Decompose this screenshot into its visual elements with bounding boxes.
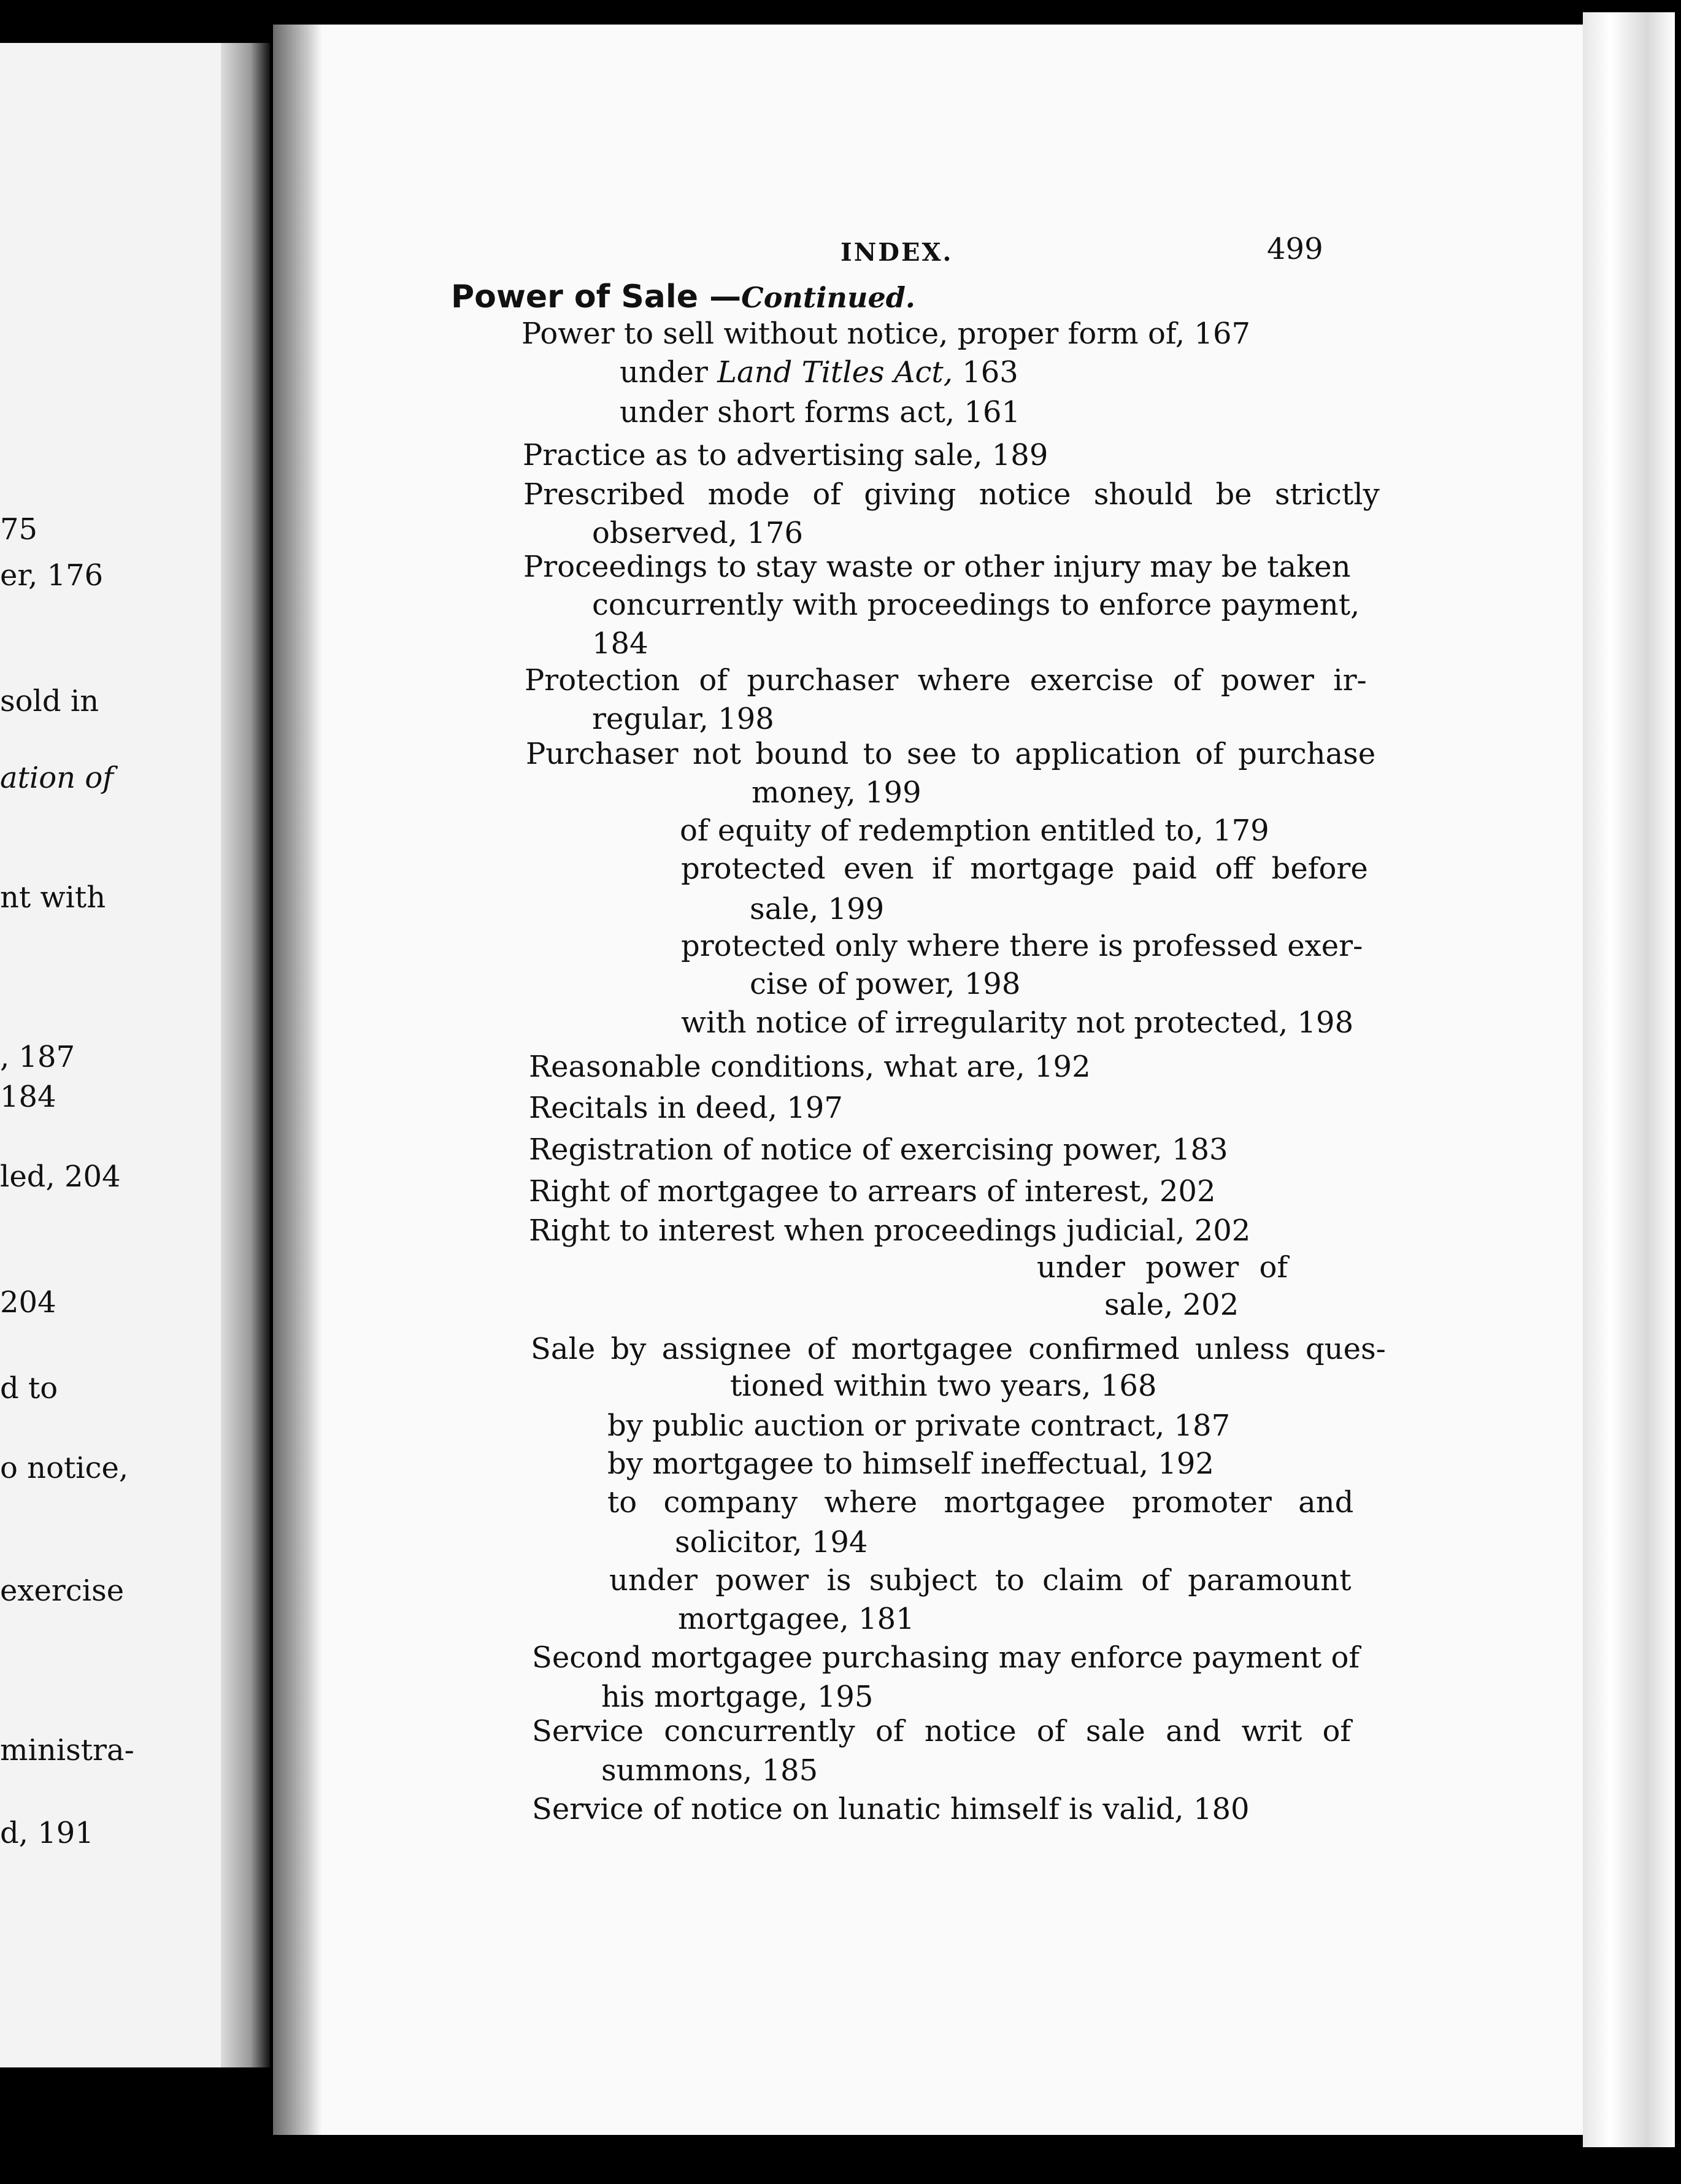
- index-entry-continuation: mortgagee, 181: [678, 1602, 915, 1636]
- facing-page-fragment: 184: [0, 1080, 56, 1114]
- book-gutter: [221, 43, 270, 2067]
- facing-page-fragment: d to: [0, 1371, 58, 1405]
- facing-page-fragment: exercise: [0, 1574, 125, 1608]
- facing-page-fragment: er, 176: [0, 558, 104, 593]
- index-entry: Proceedings to stay waste or other injury may be taken: [523, 550, 1351, 584]
- index-entry: Second mortgagee purchasing may enforce payment of: [532, 1640, 1360, 1675]
- index-subentry: under power of: [1037, 1250, 1288, 1285]
- index-entry-continuation: solicitor, 194: [675, 1525, 868, 1559]
- section-continued: Continued.: [741, 281, 915, 314]
- section-heading: [451, 281, 915, 313]
- index-entry: Service of notice on lunatic himself is valid, 180: [532, 1792, 1250, 1826]
- index-entry-continuation: money, 199: [752, 775, 921, 810]
- section-dash: —: [698, 279, 742, 315]
- index-entry-continuation: sale, 199: [750, 892, 885, 926]
- facing-page-fragment: ministra-: [0, 1733, 134, 1767]
- index-subentry: protected only where there is professed exer-: [681, 929, 1363, 963]
- index-subentry: under power is subject to claim of paramount: [609, 1563, 1352, 1598]
- facing-page-fragment: o notice,: [0, 1451, 129, 1485]
- facing-page-fragment: , 187: [0, 1040, 75, 1074]
- entry-text: under: [620, 355, 718, 390]
- index-entry: Prescribed mode of giving notice should be strictly: [523, 477, 1380, 512]
- index-entry-continuation: 184: [592, 626, 648, 661]
- section-title: Power of Sale: [451, 279, 698, 315]
- facing-page-fragment: nt with: [0, 880, 106, 915]
- index-subentry: to company where mortgagee promoter and: [607, 1485, 1354, 1520]
- facing-page-fragment: sold in: [0, 684, 99, 718]
- index-entry: Right of mortgagee to arrears of interest, 202: [529, 1174, 1216, 1209]
- facing-page-fragment: led, 204: [0, 1159, 121, 1194]
- index-subentry: under short forms act, 161: [620, 395, 1021, 429]
- index-entry-continuation: sale, 202: [1104, 1288, 1239, 1322]
- page-edge: [1583, 12, 1675, 2147]
- index-entry: Practice as to advertising sale, 189: [523, 438, 1048, 472]
- facing-page: [0, 43, 239, 2067]
- index-entry: Recitals in deed, 197: [529, 1091, 843, 1125]
- index-entry-continuation: observed, 176: [592, 516, 803, 550]
- index-entry-continuation: cise of power, 198: [750, 967, 1021, 1001]
- entry-italic-title: Land Titles Act,: [717, 355, 953, 390]
- index-subentry: [620, 355, 1018, 390]
- running-header: INDEX.: [840, 238, 953, 267]
- index-entry: Protection of purchaser where exercise of power ir-: [525, 663, 1367, 698]
- index-subentry: protected even if mortgage paid off before: [681, 852, 1368, 886]
- index-entry: Registration of notice of exercising power, 183: [529, 1132, 1228, 1167]
- index-entry: Right to interest when proceedings judicial, 202: [529, 1213, 1251, 1248]
- index-entry-continuation: regular, 198: [592, 702, 774, 736]
- index-entry: Power to sell without notice, proper form of, 167: [521, 317, 1251, 351]
- index-entry-continuation: tioned within two years, 168: [730, 1369, 1157, 1403]
- facing-page-fragment: 204: [0, 1285, 56, 1320]
- index-entry: Service concurrently of notice of sale and writ of: [532, 1714, 1352, 1748]
- index-entry: Purchaser not bound to see to application of purchase: [526, 737, 1376, 771]
- index-subentry: of equity of redemption entitled to, 179: [680, 813, 1269, 848]
- index-entry-continuation: his mortgage, 195: [601, 1680, 874, 1714]
- facing-page-fragment: d, 191: [0, 1816, 94, 1850]
- facing-page-fragment: ation of: [0, 761, 113, 795]
- index-subentry: by mortgagee to himself ineffectual, 192: [607, 1447, 1214, 1481]
- index-entry: Sale by assignee of mortgagee confirmed unless ques-: [531, 1332, 1386, 1366]
- page-number: 499: [1267, 232, 1323, 266]
- page-spine-shadow: [273, 25, 322, 2135]
- index-entry: Reasonable conditions, what are, 192: [529, 1050, 1091, 1084]
- entry-page-ref: 163: [952, 355, 1018, 390]
- index-entry-continuation: summons, 185: [601, 1753, 818, 1788]
- index-subentry: with notice of irregularity not protected, 198: [681, 1005, 1354, 1040]
- index-subentry: by public auction or private contract, 187: [607, 1409, 1231, 1443]
- facing-page-fragment: 75: [0, 512, 38, 547]
- index-entry-continuation: concurrently with proceedings to enforce payment,: [592, 588, 1360, 622]
